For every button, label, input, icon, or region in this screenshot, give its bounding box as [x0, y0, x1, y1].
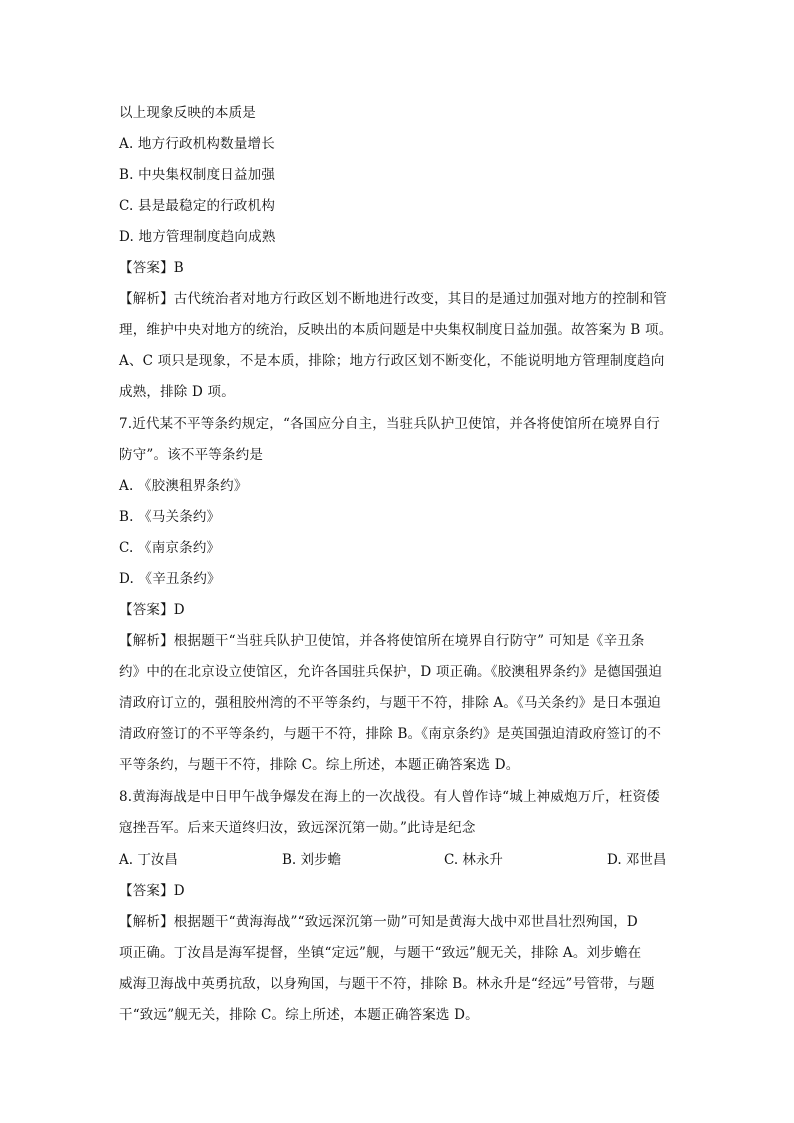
q6-stem: 以上现象反映的本质是 [119, 105, 256, 121]
q7-option-b: B. 《马关条约》 [119, 509, 221, 525]
q8-option-d: D. 邓世昌 [607, 852, 667, 868]
q6-analysis-line: 理，维护中央对地方的统治，反映出的本质问题是中央集权制度日益加强。故答案为 B 项。 [119, 322, 673, 338]
q8-stem-line: 8.黄海海战是中日甲午战争爆发在海上的一次战役。有人曾作诗“城上神威炮万斤，枉资倭 [119, 789, 660, 805]
q7-stem-line: 7.近代某不平等条约规定，“各国应分自主，当驻兵队护卫使馆，并各将使馆所在境界自行 [119, 416, 660, 432]
q6-option-d: D. 地方管理制度趋向成熟 [119, 229, 276, 245]
q6-option-c: C. 县是最稳定的行政机构 [119, 198, 276, 214]
q8-option-a: A. 丁汝昌 [119, 852, 178, 868]
q8-stem-line: 寇挫吾军。后来天道终归汝，致远深沉第一勋。”此诗是纪念 [119, 820, 476, 836]
q6-analysis-line: 【解析】古代统治者对地方行政区划不断地进行改变，其目的是通过加强对地方的控制和管 [119, 291, 667, 307]
q6-analysis-line: A、C 项只是现象，不是本质，排除；地方行政区划不断变化，不能说明地方管理制度趋向 [119, 353, 665, 369]
q6-option-b: B. 中央集权制度日益加强 [119, 167, 276, 183]
q8-answer: 【答案】D [119, 883, 185, 899]
q8-analysis-line: 项正确。丁汝昌是海军提督，坐镇“定远”舰，与题干“致远”舰无关，排除 A。刘步蟾在 [119, 945, 642, 961]
q7-analysis-line: 清政府订立的，强租胶州湾的不平等条约，与题干不符，排除 A。《马关条约》是日本强迫 [119, 695, 661, 711]
q8-option-b: B. 刘步蟾 [282, 852, 342, 868]
q8-analysis-line: 威海卫海战中英勇抗敌，以身殉国，与题干不符，排除 B。林永升是“经远”号管带，与题 [119, 976, 655, 992]
q8-analysis-line: 【解析】根据题干“黄海海战”“致远深沉第一勋”可知是黄海大战中邓世昌壮烈殉国，D [119, 914, 638, 930]
q7-stem-line: 防守”。该不平等条约是 [119, 447, 264, 463]
q7-option-c: C. 《南京条约》 [119, 540, 221, 556]
q6-answer: 【答案】B [119, 260, 184, 276]
q7-option-d: D. 《辛丑条约》 [119, 571, 221, 587]
q8-option-c: C. 林永升 [444, 852, 503, 868]
q6-analysis-line: 成熟，排除 D 项。 [119, 384, 235, 400]
q7-answer: 【答案】D [119, 602, 185, 618]
q7-analysis-line: 【解析】根据题干“当驻兵队护卫使馆，并各将使馆所在境界自行防守” 可知是《辛丑条 [119, 633, 645, 649]
q7-option-a: A. 《胶澳租界条约》 [119, 478, 248, 494]
q7-analysis-line: 清政府签订的不平等条约，与题干不符，排除 B。《南京条约》是英国强迫清政府签订的不 [119, 726, 662, 742]
q6-option-a: A. 地方行政机构数量增长 [119, 136, 275, 152]
q7-analysis-line: 约》中的在北京设立使馆区，允许各国驻兵保护，D 项正确。《胶澳租界条约》是德国强迫 [119, 664, 663, 680]
q7-analysis-line: 平等条约，与题干不符，排除 C。综上所述，本题正确答案选 D。 [119, 757, 520, 773]
q8-analysis-line: 干“致远”舰无关，排除 C。综上所述，本题正确答案选 D。 [119, 1007, 479, 1023]
